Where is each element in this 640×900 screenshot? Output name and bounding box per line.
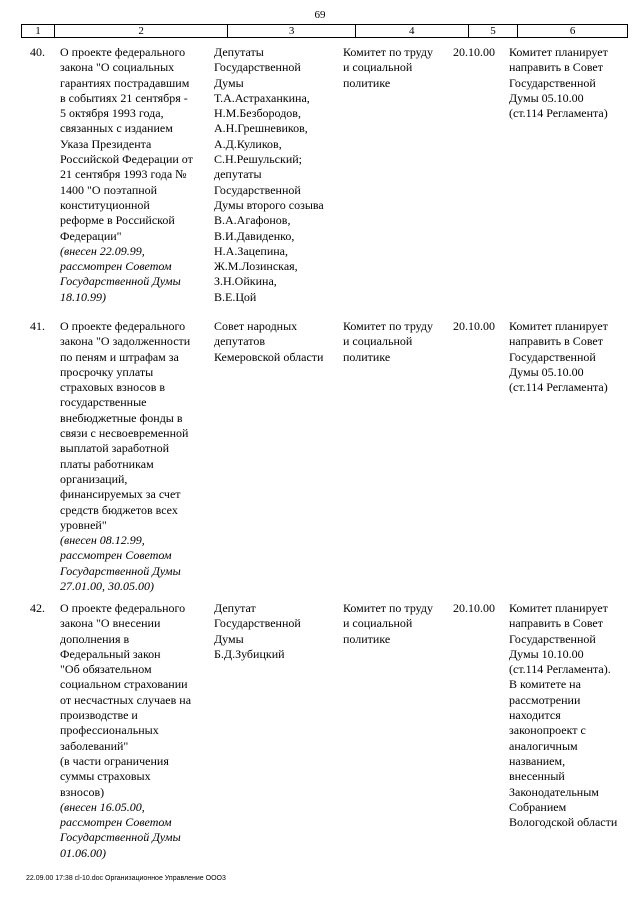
text-line: Федерации" — [60, 228, 122, 243]
text-line: конституционной — [60, 197, 150, 212]
text-line: Думы второго созыва — [214, 197, 324, 212]
committee-decision — [509, 319, 633, 395]
text-line: Собранием — [509, 799, 567, 814]
text-line: названием, — [509, 753, 566, 768]
table-header — [21, 24, 628, 38]
text-line: связи с несвоевременной — [60, 426, 189, 441]
text-line: (внесен 22.09.99, — [60, 243, 145, 258]
text-line: рассмотрен Советом — [60, 815, 172, 830]
text-line: Указа Президента — [60, 136, 152, 151]
text-line: выплатой заработной — [60, 441, 170, 456]
text-line: О проекте федерального — [60, 45, 186, 59]
text-line: В.И.Давиденко, — [214, 228, 295, 243]
text-line: Т.А.Астраханкина, — [214, 90, 310, 105]
text-line: политике — [343, 349, 391, 364]
row-number: 41. — [30, 319, 45, 333]
text-line: депутаты — [214, 167, 262, 182]
text-line: Комитет по труду — [343, 601, 434, 615]
text-line: (ст.114 Регламента). — [509, 662, 611, 677]
text-line: законопроект с — [509, 723, 586, 738]
text-line: страховых взносов в — [60, 380, 166, 395]
text-line: (в части ограничения — [60, 753, 169, 768]
text-line: В.А.Агафонов, — [214, 213, 291, 228]
text-line: направить в Совет — [509, 60, 603, 75]
text-line: А.Н.Грешневиков, — [214, 121, 308, 136]
text-line: Государственной — [509, 349, 596, 364]
bill-title — [60, 601, 210, 861]
text-line: Государственной — [509, 75, 596, 90]
text-line: политике — [343, 631, 391, 646]
text-line: направить в Совет — [509, 334, 603, 349]
text-line: внебюджетные фонды в — [60, 410, 183, 425]
text-line: Депутаты — [214, 45, 264, 59]
text-line: платы работникам — [60, 456, 154, 471]
text-line: С.Н.Решульский; — [214, 152, 303, 167]
text-line: рассмотрен Советом — [60, 259, 172, 274]
column-header-5: 5 — [469, 25, 519, 37]
text-line: уровней" — [60, 517, 107, 532]
text-line: профессиональных — [60, 723, 159, 738]
text-line: производстве и — [60, 708, 138, 723]
row-number: 42. — [30, 601, 45, 615]
text-line: Комитет планирует — [509, 319, 608, 333]
column-header-6: 6 — [569, 25, 576, 37]
deadline-date: 20.10.00 — [453, 319, 495, 333]
text-line: социальном страховании — [60, 677, 188, 692]
text-line: закона "О внесении — [60, 616, 161, 631]
column-header-4: 4 — [356, 25, 469, 37]
text-line: организаций, — [60, 471, 128, 486]
bill-title — [60, 319, 210, 594]
bill-title — [60, 45, 210, 305]
text-line: Государственной — [214, 616, 301, 631]
text-line: финансируемых за счет — [60, 487, 181, 502]
text-line: (внесен 08.12.99, — [60, 533, 145, 548]
text-line: политике — [343, 75, 391, 90]
text-line: в событиях 21 сентября - — [60, 90, 188, 105]
text-line: А.Д.Куликов, — [214, 136, 282, 151]
text-line: реформе в Российской — [60, 213, 175, 228]
text-line: и социальной — [343, 616, 413, 631]
text-line: Государственной Думы — [60, 563, 181, 578]
text-line: закона "О социальных — [60, 60, 175, 75]
text-line: дополнения в — [60, 631, 130, 646]
text-line: Депутат — [214, 601, 256, 615]
text-line: Комитет по труду — [343, 45, 434, 59]
text-line: внесенный — [509, 769, 565, 784]
text-line: Н.А.Зацепина, — [214, 243, 289, 258]
text-line: находится — [509, 708, 561, 723]
text-line: Российской Федерации от — [60, 152, 193, 167]
text-line: Федеральный закон — [60, 646, 161, 661]
text-line: Законодательным — [509, 784, 599, 799]
text-line: заболеваний" — [60, 738, 129, 753]
text-line: депутатов — [214, 334, 266, 349]
text-line: взносов) — [60, 784, 105, 799]
text-line: Государственной — [214, 60, 301, 75]
text-line: Ж.М.Лозинская, — [214, 259, 298, 274]
text-line: Думы — [214, 631, 244, 646]
text-line: 1400 "О поэтапной — [60, 182, 158, 197]
text-line: "Об обязательном — [60, 662, 152, 677]
text-line: (внесен 16.05.00, — [60, 799, 145, 814]
text-line: Думы — [214, 75, 244, 90]
text-line: Комитет по труду — [343, 319, 434, 333]
text-line: Государственной — [214, 182, 301, 197]
text-line: просрочку уплаты — [60, 364, 154, 379]
row-number: 40. — [30, 45, 45, 59]
text-line: рассмотрен Советом — [60, 548, 172, 563]
text-line: Совет народных — [214, 319, 298, 333]
text-line: средств бюджетов всех — [60, 502, 178, 517]
text-line: Б.Д.Зубицкий — [214, 646, 285, 661]
responsible-committee — [343, 601, 451, 647]
text-line: З.Н.Ойкина, — [214, 274, 277, 289]
committee-decision — [509, 45, 633, 121]
deadline-date: 20.10.00 — [453, 601, 495, 615]
text-line: аналогичным — [509, 738, 578, 753]
text-line: Думы 10.10.00 — [509, 646, 584, 661]
text-line: и социальной — [343, 334, 413, 349]
text-line: (ст.114 Регламента) — [509, 380, 608, 395]
responsible-committee — [343, 319, 451, 365]
text-line: Комитет планирует — [509, 45, 608, 59]
committee-decision — [509, 601, 633, 830]
text-line: связанных с изданием — [60, 121, 173, 136]
text-line: Государственной — [509, 631, 596, 646]
responsible-committee — [343, 45, 451, 91]
text-line: закона "О задолженности — [60, 334, 191, 349]
text-line: Думы 05.10.00 — [509, 90, 584, 105]
bill-authors — [214, 319, 339, 365]
page-number: 69 — [314, 9, 326, 21]
column-header-1: 1 — [22, 25, 55, 37]
text-line: Государственной Думы — [60, 830, 181, 845]
bill-authors — [214, 601, 339, 662]
text-line: О проекте федерального — [60, 319, 186, 333]
text-line: суммы страховых — [60, 769, 151, 784]
text-line: от несчастных случаев на — [60, 692, 192, 707]
document-footer: 22.09.00 17:38 cl-10.doc Организационное Управление ООО3 — [26, 875, 226, 882]
text-line: (ст.114 Регламента) — [509, 106, 608, 121]
text-line: В.Е.Цой — [214, 289, 257, 304]
text-line: и социальной — [343, 60, 413, 75]
text-line: О проекте федерального — [60, 601, 186, 615]
text-line: В комитете на — [509, 677, 581, 692]
bill-authors — [214, 45, 339, 305]
text-line: 27.01.00, 30.05.00) — [60, 579, 154, 594]
text-line: 18.10.99) — [60, 289, 106, 304]
text-line: Государственной Думы — [60, 274, 181, 289]
text-line: 21 сентября 1993 года № — [60, 167, 187, 182]
text-line: гарантиях пострадавшим — [60, 75, 190, 90]
column-header-2: 2 — [55, 25, 228, 37]
deadline-date: 20.10.00 — [453, 45, 495, 59]
text-line: направить в Совет — [509, 616, 603, 631]
column-header-3: 3 — [228, 25, 356, 37]
text-line: Вологодской области — [509, 815, 618, 830]
text-line: 01.06.00) — [60, 845, 106, 860]
text-line: государственные — [60, 395, 147, 410]
text-line: рассмотрении — [509, 692, 581, 707]
text-line: Н.М.Безбородов, — [214, 106, 301, 121]
text-line: по пеням и штрафам за — [60, 349, 179, 364]
text-line: 5 октября 1993 года, — [60, 106, 164, 121]
text-line: Комитет планирует — [509, 601, 608, 615]
text-line: Думы 05.10.00 — [509, 364, 584, 379]
text-line: Кемеровской области — [214, 349, 324, 364]
